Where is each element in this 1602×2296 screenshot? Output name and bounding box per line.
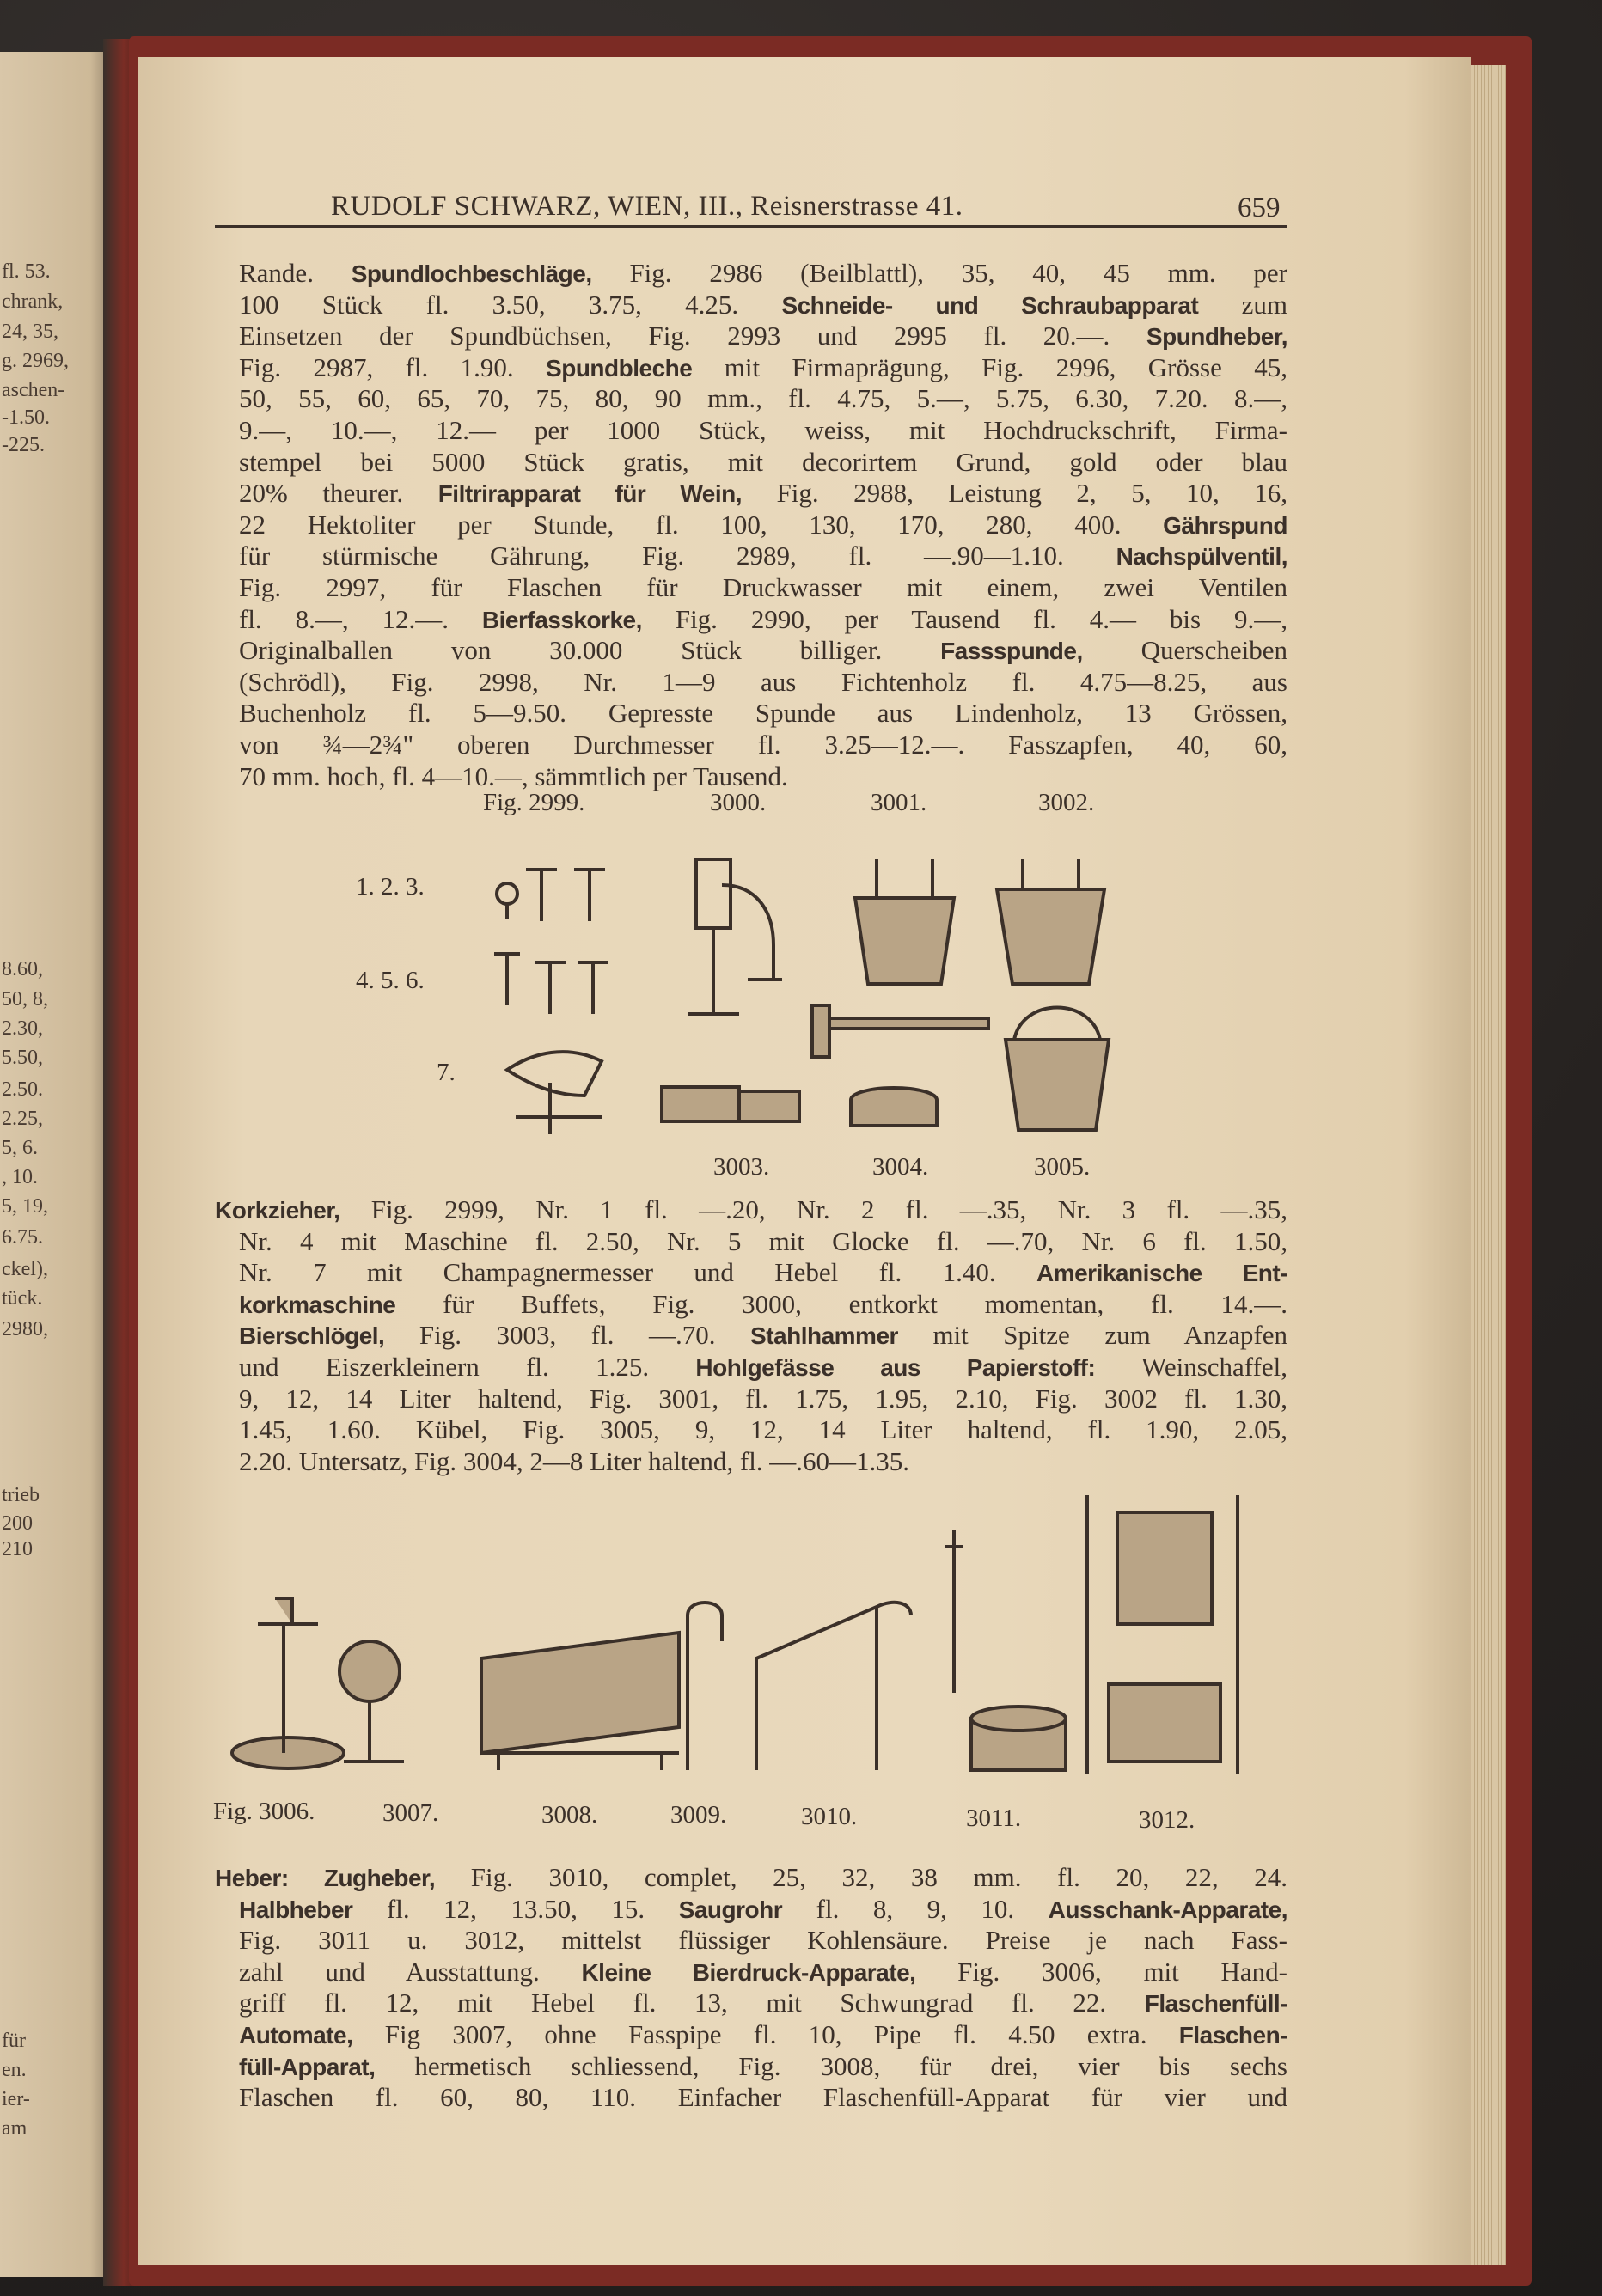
text-run: stempel bei 5000 Stück gratis, mit decorirtem Grund, gold oder blau — [239, 446, 1287, 477]
fig-label: 3012. — [1139, 1806, 1195, 1834]
text-run: 70 mm. hoch, fl. 4—10.—, sämmtlich per Tausend. — [239, 760, 788, 791]
text-run: Rande. — [239, 258, 352, 288]
fig-label: 3007. — [382, 1799, 439, 1827]
left-page-fragment: 24, 35, — [2, 321, 58, 343]
row-label: 7. — [437, 1059, 456, 1086]
bold-term: Filtrirapparat für Wein, — [437, 480, 742, 508]
corkscrew-illustrations — [494, 870, 608, 1134]
bold-term: Flaschenfüll- — [1144, 1990, 1287, 2018]
text-run: 100 Stück fl. 3.50, 3.75, 4.25. — [239, 289, 782, 320]
fig-label: Fig. 2999. — [483, 789, 585, 816]
text-run: Fig. 2986 (Beilblattl), 35, 40, 45 mm. per — [591, 258, 1287, 288]
text-run: Fig. 2997, für Flaschen für Druckwasser mit einem, zwei Ventilen — [239, 572, 1287, 602]
row-label: 1. 2. 3. — [356, 873, 425, 901]
text-run: Fig. 3011 u. 3012, mittelst flüssiger Kohlensäure. Preise je nach Fass- — [239, 1925, 1287, 1956]
fig-label: 3009. — [670, 1801, 727, 1829]
left-page-fragment: 5.50, — [2, 1047, 43, 1069]
fig-label: 3010. — [801, 1803, 858, 1830]
bold-term: Amerikanische Ent- — [1036, 1260, 1287, 1287]
text-run: Buchenholz fl. 5—9.50. Gepresste Spunde aus Lindenholz, 13 Grössen, — [239, 698, 1287, 729]
text-run: von ¾—2¾" oberen Durchmesser fl. 3.25—12.—. Fasszapfen, 40, 60, — [239, 730, 1287, 760]
left-page-fragment: fl. 53. — [2, 260, 51, 283]
bold-term: Bierfasskorke, — [481, 606, 642, 633]
left-page-fragment: chrank, — [2, 290, 64, 313]
text-run: Nr. 7 mit Champagnermesser und Hebel fl. 1.40. — [239, 1257, 1036, 1288]
bold-term: Hohlgefässe aus Papierstoff: — [695, 1354, 1096, 1381]
bold-term: Spundbleche — [546, 354, 693, 382]
bold-term: Korkzieher, — [215, 1197, 340, 1224]
left-page-fragment: 6.75. — [2, 1226, 43, 1249]
text-run: Querscheiben — [1082, 635, 1287, 666]
left-page-fragment: trieb — [2, 1484, 40, 1506]
left-page-fragment: , 10. — [2, 1166, 38, 1188]
text-run: und Eiszerkleinern fl. 1.25. — [239, 1352, 696, 1382]
fig-label: 3004. — [872, 1153, 929, 1181]
bold-term: Schneide- und Schraubapparat — [781, 291, 1199, 319]
left-page-fragment: 210 — [2, 1538, 33, 1560]
text-run: 9, 12, 14 Liter haltend, Fig. 3001, fl. 1.75, 1.95, 2.10, Fig. 3002 fl. 1.30, — [239, 1383, 1287, 1414]
text-run: Flaschen fl. 60, 80, 110. Einfacher Flaschenfüll-Apparat für vier und — [239, 2082, 1287, 2113]
left-page-fragment: ier- — [2, 2088, 30, 2110]
left-page-fragment: 8.60, — [2, 958, 43, 980]
bold-term: Fassspunde, — [940, 638, 1083, 665]
left-page-fragment: 50, 8, — [2, 988, 48, 1011]
fig-label: 3011. — [966, 1804, 1022, 1832]
left-page-fragment: ckel), — [2, 1258, 48, 1280]
bold-term: Spundheber, — [1146, 323, 1287, 351]
bold-term: füll-Apparat, — [239, 2053, 376, 2080]
text-run: 2.20. Untersatz, Fig. 3004, 2—8 Liter haltend, fl. —.60—1.35. — [239, 1445, 910, 1476]
text-run: mit Firmaprägung, Fig. 2996, Grösse 45, — [692, 351, 1287, 382]
left-page-fragment: 2980, — [2, 1318, 48, 1340]
fig-label: Fig. 3006. — [213, 1798, 315, 1825]
text-run: (Schrödl), Fig. 2998, Nr. 1—9 aus Fichtenholz fl. 4.75—8.25, aus — [239, 666, 1287, 697]
left-page-fragment: aschen- — [2, 379, 65, 401]
left-page-fragment: am — [2, 2117, 28, 2140]
text-run: 1.45, 1.60. Kübel, Fig. 3005, 9, 12, 14 Liter haltend, fl. 1.90, 2.05, — [239, 1414, 1287, 1445]
text-run: Fig. 3006, mit Hand- — [915, 1956, 1287, 1987]
text-run: Fig. 2987, fl. 1.90. — [239, 351, 547, 382]
fig-label: 3008. — [541, 1801, 598, 1829]
text-run: Fig. 2988, Leistung 2, 5, 10, 16, — [742, 478, 1287, 509]
bold-term: Nachspülventil, — [1116, 543, 1287, 571]
text-run: für Buffets, Fig. 3000, entkorkt momentan, fl. 14.—. — [395, 1288, 1287, 1319]
left-page-fragment: -225. — [2, 434, 45, 456]
text-run: Originalballen von 30.000 Stück billiger. — [239, 635, 941, 666]
text-run: Fig. 2990, per Tausend fl. 4.— bis 9.—, — [641, 603, 1287, 634]
bold-term: Automate, — [239, 2022, 353, 2049]
text-run: zahl und Ausstattung. — [239, 1956, 582, 1987]
left-page-fragment: 2.25, — [2, 1108, 43, 1130]
fig-label: 3005. — [1034, 1153, 1091, 1181]
bold-term: korkmaschine — [239, 1291, 396, 1318]
text-run: Fig. 2999, Nr. 1 fl. —.20, Nr. 2 fl. —.35, Nr. 3 fl. —.35, — [339, 1194, 1287, 1224]
fig-label: 3001. — [871, 789, 927, 816]
left-page-fragment: 5, 19, — [2, 1195, 48, 1218]
fig-label: 3003. — [713, 1153, 770, 1181]
bold-term: Halbheber — [239, 1896, 353, 1923]
text-run: für stürmische Gährung, Fig. 2989, fl. —.90—1.10. — [239, 540, 1116, 571]
row-label: 4. 5. 6. — [356, 967, 425, 994]
bold-term: Spundlochbeschläge, — [351, 260, 592, 287]
text-run: Fig. 3010, complet, 25, 32, 38 mm. fl. 20, 22, 24. — [435, 1862, 1287, 1892]
left-page-fragment: für — [2, 2030, 26, 2052]
text-run: zum — [1198, 289, 1287, 320]
bold-term: Ausschank-Apparate, — [1048, 1896, 1287, 1923]
text-run: 50, 55, 60, 65, 70, 75, 80, 90 mm., fl. 4.75, 5.—, 5.75, 6.30, 7.20. 8.—, — [239, 383, 1287, 414]
text-run: Weinschaffel, — [1095, 1352, 1287, 1382]
left-page-fragment: g. 2969, — [2, 350, 69, 372]
fig-label: 3002. — [1038, 789, 1095, 816]
text-run: 20% theurer. — [239, 478, 438, 509]
bold-term: Bierschlögel, — [239, 1322, 385, 1350]
bold-term: Saugrohr — [678, 1896, 783, 1923]
left-page-fragment: en. — [2, 2059, 27, 2081]
left-page-fragment: tück. — [2, 1287, 43, 1310]
bold-term: Heber: Zugheber, — [215, 1865, 436, 1891]
text-run: griff fl. 12, mit Hebel fl. 13, mit Schwungrad fl. 22. — [239, 1988, 1145, 2018]
text-run: Einsetzen der Spundbüchsen, Fig. 2993 und 2995 fl. 20.—. — [239, 321, 1146, 351]
left-page-fragment: 5, 6. — [2, 1137, 38, 1159]
text-run: Fig. 3003, fl. —.70. — [384, 1320, 751, 1351]
text-run: fl. 8, 9, 10. — [782, 1893, 1049, 1924]
left-page-fragment: 2.50. — [2, 1078, 43, 1101]
fig-label: 3000. — [710, 789, 767, 816]
left-page-fragment: -1.50. — [2, 406, 50, 429]
text-run: 22 Hektoliter per Stunde, fl. 100, 130, 170, 280, 400. — [239, 509, 1164, 540]
bold-term: Flaschen- — [1178, 2022, 1287, 2049]
left-page-fragment: 2.30, — [2, 1017, 43, 1040]
text-run: fl. 8.—, 12.—. — [239, 603, 482, 634]
text-run: Nr. 4 mit Maschine fl. 2.50, Nr. 5 mit Glocke fl. —.70, Nr. 6 fl. 1.50, — [239, 1225, 1287, 1256]
bold-term: Gährspund — [1163, 511, 1287, 539]
bold-term: Stahlhammer — [750, 1322, 898, 1350]
text-run: 9.—, 10.—, 12.— per 1000 Stück, weiss, mit Hochdruckschrift, Firma- — [239, 415, 1287, 445]
bold-term: Kleine Bierdruck-Apparate, — [581, 1958, 916, 1986]
text-run: fl. 12, 13.50, 15. — [352, 1893, 679, 1924]
text-run: Fig 3007, ohne Fasspipe fl. 10, Pipe fl. 4.50 extra. — [352, 2019, 1179, 2049]
text-run: hermetisch schliessend, Fig. 3008, für drei, vier bis sechs — [375, 2050, 1287, 2081]
text-run: mit Spitze zum Anzapfen — [897, 1320, 1287, 1351]
page-number: 659 — [1238, 192, 1281, 223]
bottom-illustrations — [232, 1495, 1238, 1774]
running-header: RUDOLF SCHWARZ, WIEN, III., Reisnerstrasse 41. — [331, 191, 963, 222]
pump-illustration — [688, 859, 782, 1014]
left-page-fragment: 200 — [2, 1512, 33, 1535]
